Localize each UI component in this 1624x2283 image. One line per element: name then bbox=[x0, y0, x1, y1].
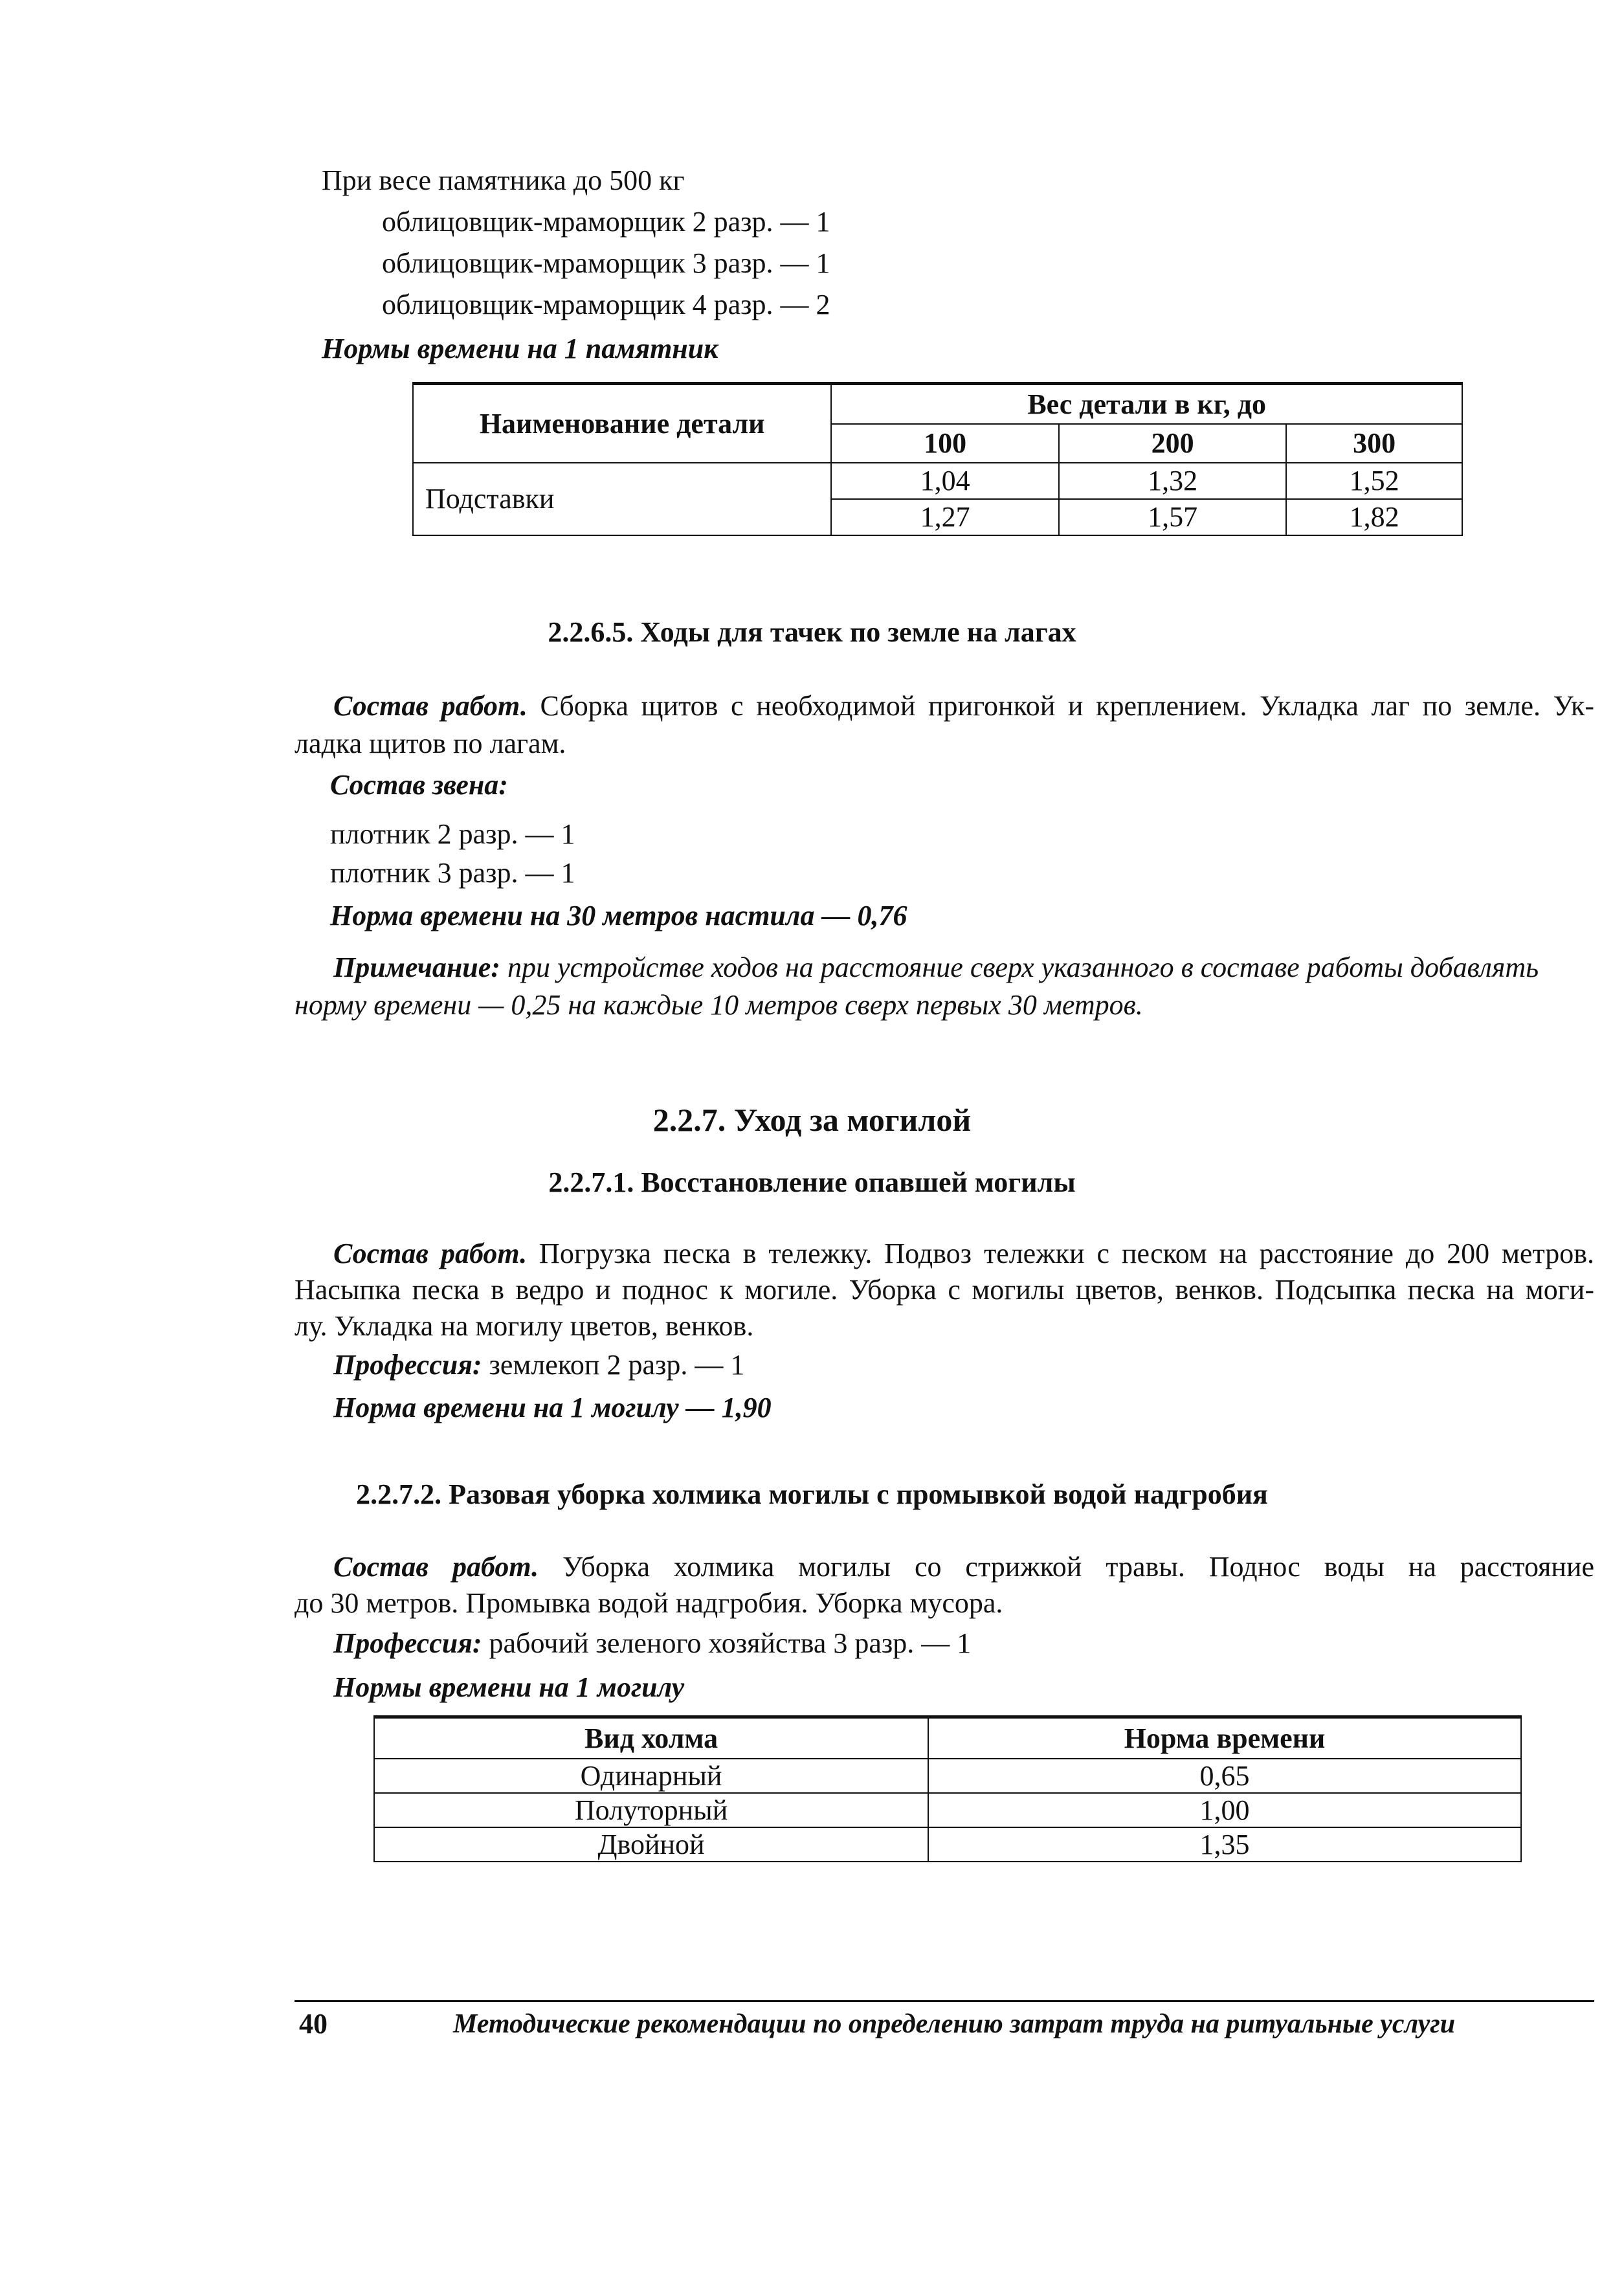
table-cell: 1,27 bbox=[831, 499, 1058, 535]
profession-text: землекоп 2 разр. — 1 bbox=[489, 1349, 745, 1381]
composition-paragraph bbox=[295, 687, 1594, 725]
worker-line: облицовщик-мраморщик 2 разр. — 1 bbox=[382, 206, 830, 238]
profession-label: Профессия: bbox=[333, 1627, 482, 1659]
composition-label: Состав работ. bbox=[333, 1238, 528, 1269]
norms-title: Нормы времени на 1 памятник bbox=[322, 333, 718, 364]
table-cell: 1,04 bbox=[831, 463, 1058, 499]
composition-text: Уборка холмика могилы со стрижкой травы. Поднос воды на расстояние bbox=[562, 1551, 1595, 1583]
col-header-mound-type: Вид холма bbox=[374, 1717, 928, 1759]
composition-paragraph bbox=[295, 1235, 1594, 1273]
composition-text-cont: ладка щитов по лагам. bbox=[295, 728, 566, 759]
norms-table-mound bbox=[373, 1715, 1522, 1862]
intro-text: При весе памятника до 500 кг bbox=[322, 164, 685, 196]
row-label: Подставки bbox=[413, 463, 831, 535]
norm-line: Норма времени на 1 могилу — 1,90 bbox=[333, 1392, 772, 1423]
weight-header-cell: 300 bbox=[1286, 424, 1462, 463]
note-label: Примечание: bbox=[333, 952, 500, 983]
profession-label: Профессия: bbox=[333, 1349, 482, 1381]
composition-label: Состав работ. bbox=[333, 1551, 539, 1583]
table-cell: 1,35 bbox=[928, 1827, 1521, 1862]
composition-text-cont: лу. Укладка на могилу цветов, венков. bbox=[295, 1310, 754, 1342]
composition-paragraph bbox=[295, 1548, 1594, 1586]
norms-table-podstavki bbox=[412, 382, 1463, 536]
composition-text: Сборка щитов с необходимой пригонкой и креплением. Укладка лаг по земле. Ук- bbox=[540, 690, 1594, 722]
table-cell: 0,65 bbox=[928, 1759, 1521, 1793]
table-cell: 1,57 bbox=[1059, 499, 1286, 535]
table-cell: 1,00 bbox=[928, 1793, 1521, 1827]
norms-title: Нормы времени на 1 могилу bbox=[333, 1671, 685, 1703]
section-title-2-2-7-2: 2.2.7.2. Разовая уборка холмика могилы с промывкой водой надгробия bbox=[356, 1478, 1268, 1510]
composition-text-cont: Насыпка песка в ведро и поднос к могиле. Уборка с могилы цветов, венков. Подсыпка песка на моги- bbox=[295, 1274, 1594, 1306]
composition-text: Погрузка песка в тележку. Подвоз тележки с песком на расстояние до 200 метров. bbox=[539, 1238, 1594, 1269]
table-cell: 1,82 bbox=[1286, 499, 1462, 535]
col-header-weight: Вес детали в кг, до bbox=[831, 384, 1462, 424]
crew-line: плотник 3 разр. — 1 bbox=[330, 857, 575, 889]
section-title-2-2-7: 2.2.7. Уход за могилой bbox=[652, 1102, 972, 1138]
table-cell: Полуторный bbox=[374, 1793, 928, 1827]
worker-line: облицовщик-мраморщик 4 разр. — 2 bbox=[382, 289, 830, 320]
norm-line: Норма времени на 30 метров настила — 0,76 bbox=[330, 900, 907, 931]
note-text: при устройстве ходов на расстояние сверх указанного в составе работы добавлять bbox=[507, 952, 1539, 983]
profession-line bbox=[333, 1346, 744, 1384]
table-cell: Двойной bbox=[374, 1827, 928, 1862]
table-cell: 1,52 bbox=[1286, 463, 1462, 499]
profession-line bbox=[333, 1625, 971, 1662]
section-title-2-2-6-5: 2.2.6.5. Ходы для тачек по земле на лагах bbox=[548, 616, 1076, 648]
section-title-2-2-7-1: 2.2.7.1. Восстановление опавшей могилы bbox=[548, 1166, 1076, 1198]
page-number: 40 bbox=[299, 2008, 328, 2040]
profession-text: рабочий зеленого хозяйства 3 разр. — 1 bbox=[489, 1627, 972, 1659]
worker-line: облицовщик-мраморщик 3 разр. — 1 bbox=[382, 247, 830, 279]
table-cell: 1,32 bbox=[1059, 463, 1286, 499]
crew-line: плотник 2 разр. — 1 bbox=[330, 818, 575, 850]
composition-text-cont: до 30 метров. Промывка водой надгробия. Уборка мусора. bbox=[295, 1587, 1003, 1619]
composition-label: Состав работ. bbox=[333, 690, 528, 722]
note-text-cont: норму времени — 0,25 на каждые 10 метров сверх первых 30 метров. bbox=[295, 989, 1143, 1021]
footer-rule bbox=[295, 2000, 1594, 2002]
footer-title: Методические рекомендации по определению затрат труда на ритуальные услуги bbox=[453, 2009, 1456, 2039]
weight-header-cell: 200 bbox=[1059, 424, 1286, 463]
col-header-time-norm: Норма времени bbox=[928, 1717, 1521, 1759]
crew-label: Состав звена: bbox=[330, 769, 508, 801]
note-paragraph bbox=[295, 949, 1594, 986]
weight-header-cell: 100 bbox=[831, 424, 1058, 463]
col-header-part-name: Наименование детали bbox=[413, 384, 831, 463]
table-cell: Одинарный bbox=[374, 1759, 928, 1793]
